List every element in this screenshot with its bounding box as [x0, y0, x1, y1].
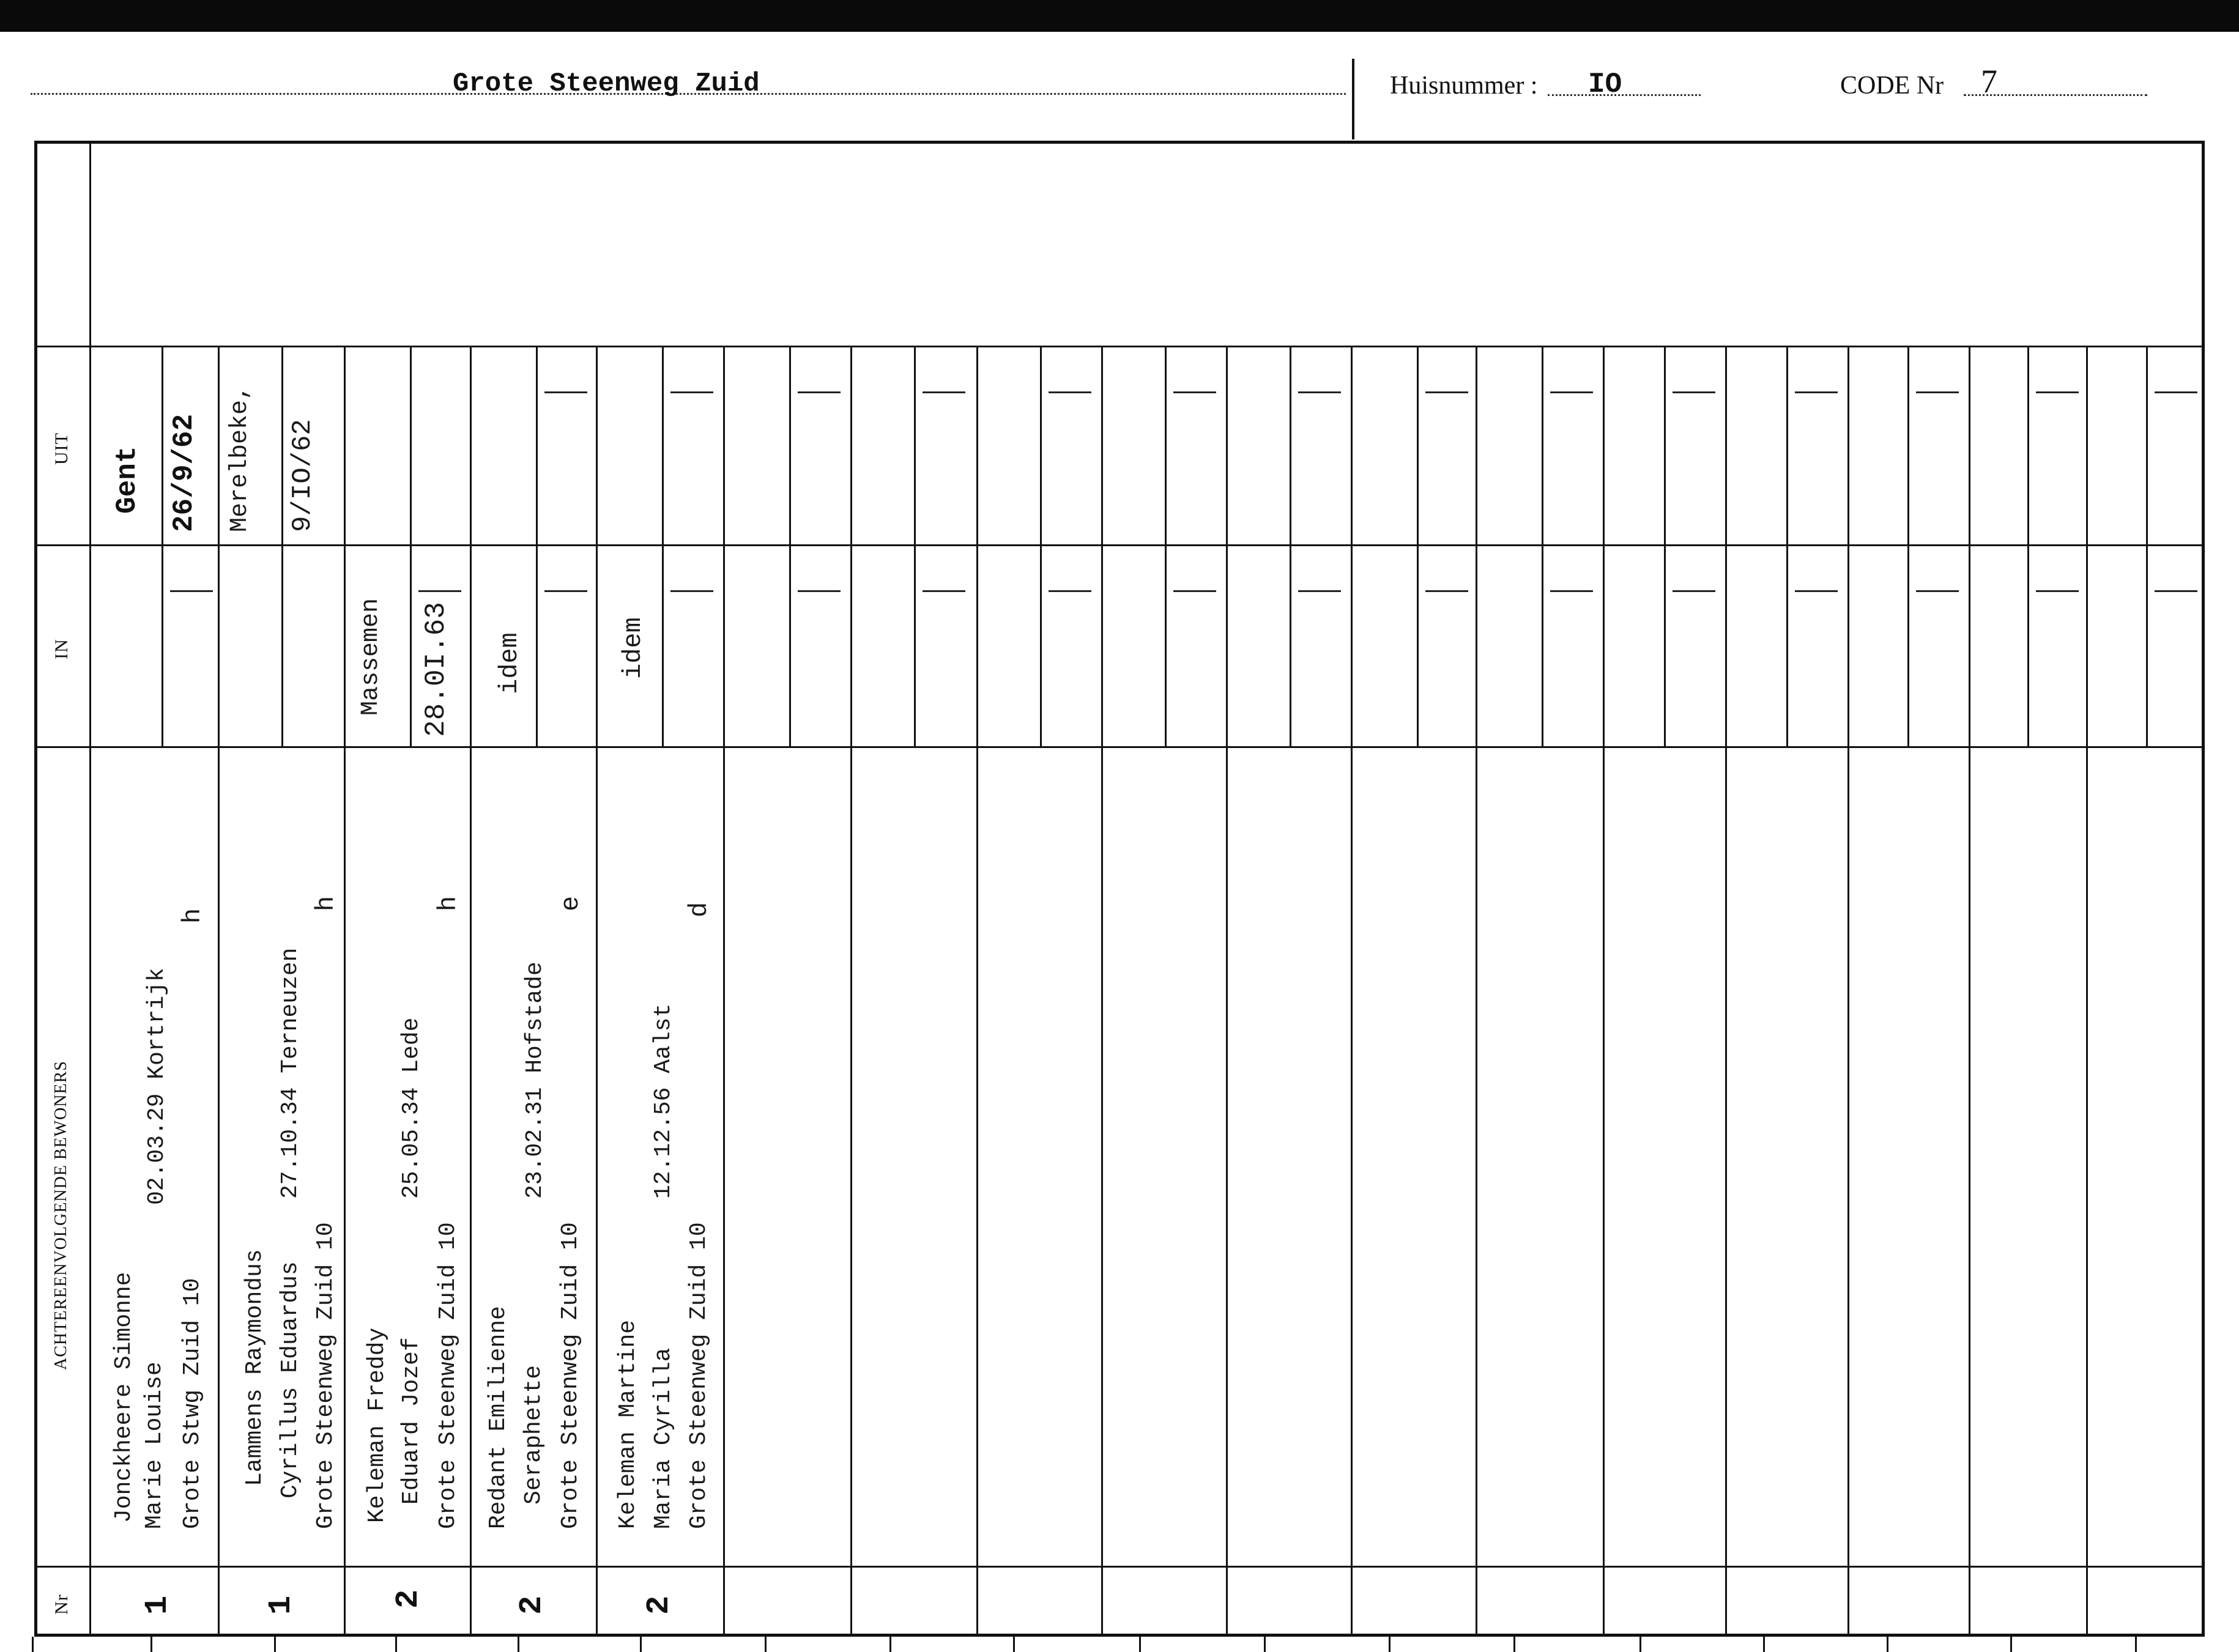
resident-line-1: Keleman Martine — [615, 1319, 641, 1529]
resident-line-3: Grote Steenweg Zuid 10 — [557, 1222, 584, 1529]
blank-dash — [418, 590, 461, 592]
resident-nr: 2 — [641, 1595, 677, 1615]
in-place: Massemen — [357, 598, 385, 716]
half-column-divider — [789, 346, 791, 746]
half-column-divider — [536, 346, 538, 746]
resident-line-3: Grote Steenweg Zuid 10 — [313, 1222, 339, 1529]
blank-dash — [798, 391, 841, 393]
ruler-tick — [395, 1637, 397, 1652]
uit-in-divider — [37, 544, 2202, 546]
half-column-divider — [662, 346, 664, 746]
ruler-tick — [1887, 1637, 1888, 1652]
half-column-divider — [2027, 346, 2029, 746]
column-divider — [1725, 346, 1727, 1634]
blank-dash — [1049, 391, 1091, 393]
blank-dash — [670, 391, 713, 393]
resident-line-2: Eduard Jozef — [398, 1337, 425, 1505]
ruler-tick — [1013, 1637, 1015, 1652]
blank-dash — [1425, 391, 1468, 393]
column-divider — [596, 346, 598, 1634]
ruler-tick — [32, 1637, 34, 1652]
column-divider — [1476, 346, 1477, 1634]
resident-line-3: Grote Steenweg Zuid 10 — [686, 1222, 712, 1529]
blank-dash — [1173, 590, 1216, 592]
blank-dash — [923, 391, 965, 393]
label-in: IN — [51, 639, 72, 659]
resident-nr: 2 — [514, 1595, 550, 1615]
resident-birth: 27.10.34 Terneuzen — [277, 947, 303, 1199]
column-divider — [850, 346, 852, 1634]
resident-code: h — [311, 895, 341, 911]
register-table — [34, 141, 2205, 1637]
blank-dash — [1298, 391, 1341, 393]
in-bewoners-divider — [37, 746, 2202, 748]
uit-date: 26/9/62 — [168, 413, 200, 532]
column-divider — [218, 346, 220, 1634]
house-number-dotline — [1548, 94, 1701, 96]
ruler-tick — [2010, 1637, 2012, 1652]
blank-dash — [1298, 590, 1341, 592]
column-divider — [470, 346, 472, 1634]
ruler-tick — [1139, 1637, 1141, 1652]
resident-birth: 25.05.34 Lede — [398, 1017, 425, 1199]
resident-code: e — [556, 895, 585, 911]
resident-line-3: Grote Stwg Zuid 10 — [179, 1278, 206, 1529]
house-number-label: Huisnummer : — [1390, 72, 1538, 100]
ruler-tick — [765, 1637, 767, 1652]
resident-code: h — [178, 908, 207, 924]
blank-dash — [1673, 391, 1715, 393]
half-column-divider — [1542, 346, 1543, 746]
resident-line-2: Marie Louise — [141, 1361, 168, 1529]
blank-dash — [1673, 590, 1715, 592]
blank-dash — [2036, 590, 2079, 592]
ruler-tick — [1763, 1637, 1765, 1652]
label-bewoners: ACHTEREENVOLGENDE BEWONERS — [51, 1061, 70, 1370]
ruler-tick — [274, 1637, 276, 1652]
ruler-tick — [2135, 1637, 2137, 1652]
blank-dash — [1049, 590, 1091, 592]
ruler-tick — [640, 1637, 642, 1652]
resident-birth: 12.12.56 Aalst — [650, 1003, 677, 1199]
half-column-divider — [1786, 346, 1788, 746]
label-uit: UIT — [51, 432, 72, 465]
resident-nr: 2 — [390, 1589, 426, 1609]
in-place: idem — [495, 632, 524, 694]
resident-code: d — [685, 902, 714, 917]
column-divider — [2086, 346, 2088, 1634]
uit-top-line — [37, 346, 2202, 347]
resident-birth: 02.03.29 Kortrijk — [144, 968, 170, 1205]
bewoners-nr-divider — [37, 1566, 2202, 1568]
code-label: CODE Nr — [1840, 72, 1944, 100]
half-column-divider — [1417, 346, 1419, 746]
resident-line-2: Maria Cyrilla — [650, 1347, 677, 1529]
half-column-divider — [281, 346, 283, 746]
ruler-tick — [1513, 1637, 1515, 1652]
uit-date: 9/IO/62 — [288, 419, 318, 532]
blank-dash — [923, 590, 965, 592]
resident-code: h — [434, 895, 463, 911]
resident-line-1: Redant Emilienne — [485, 1306, 511, 1529]
form-header — [0, 43, 2239, 141]
resident-line-1: Keleman Freddy — [364, 1327, 390, 1523]
resident-line-1: Jonckheere Simonne — [111, 1272, 137, 1523]
code-number: 7 — [1981, 63, 1997, 100]
ruler-tick — [150, 1637, 152, 1652]
blank-dash — [1795, 391, 1838, 393]
header-separator — [1352, 59, 1354, 139]
blank-dash — [170, 590, 213, 592]
column-divider — [1847, 346, 1849, 1634]
half-column-divider — [1040, 346, 1042, 746]
resident-line-1: Lammens Raymondus — [242, 1249, 268, 1486]
label-column-divider — [89, 144, 91, 1634]
street-name: Grote Steenweg Zuid — [453, 69, 760, 99]
blank-dash — [2155, 391, 2197, 393]
ruler-tick — [1639, 1637, 1641, 1652]
blank-dash — [670, 590, 713, 592]
ruler-tick — [889, 1637, 891, 1652]
column-divider — [976, 346, 978, 1634]
half-column-divider — [1165, 346, 1167, 746]
uit-place: Gent — [111, 446, 143, 514]
half-column-divider — [410, 346, 412, 746]
bottom-ruler — [0, 1637, 2239, 1652]
blank-dash — [2036, 391, 2079, 393]
blank-dash — [1173, 391, 1216, 393]
resident-nr: 1 — [263, 1595, 299, 1615]
half-column-divider — [2146, 346, 2148, 746]
column-divider — [723, 346, 725, 1634]
column-divider — [1226, 346, 1228, 1634]
column-divider — [1969, 346, 1970, 1634]
resident-birth: 23.02.31 Hofstade — [522, 961, 548, 1199]
house-number-value: IO — [1588, 69, 1622, 100]
blank-dash — [798, 590, 841, 592]
scan-top-band — [0, 0, 2239, 32]
resident-nr: 1 — [139, 1595, 176, 1615]
ruler-tick — [518, 1637, 519, 1652]
blank-dash — [1916, 391, 1959, 393]
blank-dash — [1795, 590, 1838, 592]
in-place: idem — [618, 617, 648, 679]
in-date: 28.0I.63 — [420, 602, 452, 737]
ruler-tick — [1264, 1637, 1266, 1652]
ruler-tick — [1389, 1637, 1391, 1652]
uit-place: Merelbeke, — [226, 385, 254, 532]
column-divider — [1101, 346, 1103, 1634]
blank-dash — [2155, 590, 2197, 592]
blank-dash — [1550, 590, 1593, 592]
blank-dash — [1425, 590, 1468, 592]
half-column-divider — [1907, 346, 1909, 746]
label-nr: Nr — [51, 1594, 72, 1615]
blank-dash — [1550, 391, 1593, 393]
blank-dash — [1916, 590, 1959, 592]
half-column-divider — [1290, 346, 1291, 746]
half-column-divider — [914, 346, 916, 746]
resident-line-2: Seraphette — [521, 1365, 547, 1505]
resident-line-3: Grote Steenweg Zuid 10 — [435, 1222, 461, 1529]
column-divider — [1351, 346, 1353, 1634]
resident-line-2: Cyrillus Eduardus — [277, 1261, 303, 1498]
column-divider — [344, 346, 346, 1634]
half-column-divider — [162, 346, 163, 746]
blank-dash — [544, 391, 587, 393]
blank-dash — [544, 590, 587, 592]
half-column-divider — [1664, 346, 1666, 746]
column-divider — [1603, 346, 1605, 1634]
